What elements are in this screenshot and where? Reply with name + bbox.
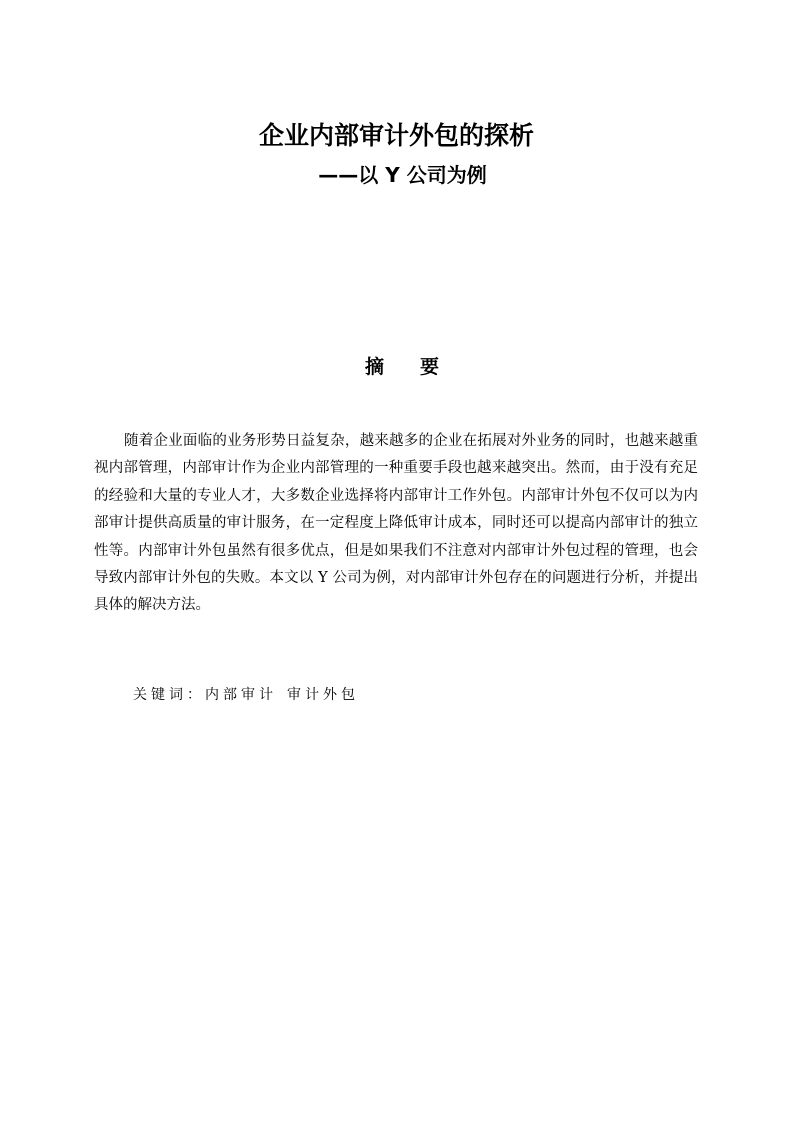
document-subtitle: ——以 Y 公司为例 [318,163,487,187]
keyword-item: 审计外包 [287,687,359,703]
keywords-line [133,684,359,706]
abstract-heading: 摘要 [364,356,475,378]
document-title: 企业内部审计外包的探析 [258,121,534,150]
keyword-item: 内部审计 [205,687,277,703]
keywords-label: 关键词： [133,687,205,703]
abstract-body: 随着企业面临的业务形势日益复杂，越来越多的企业在拓展对外业务的同时，也越来越重视内部管理，内部审计作为企业内部管理的一种重要手段也越来越突出。然而，由于没有充足的经验和大量的专业人才，大多数企业选择将内部审计工作外包。内部审计外包不仅可以为内部审计提供高质量的审计服务，在一定程度上降低审计成本，同时还可以提高内部审计的独立性等。内部审计外包虽然有很多优点，但是如果我们不注意对内部审计外包过程的管理，也会导致内部审计外包的失败。本文以 Y 公司为例，对内部审计外包存在的问题进行分析，并提出具体的解决方法。 [94,433,698,614]
